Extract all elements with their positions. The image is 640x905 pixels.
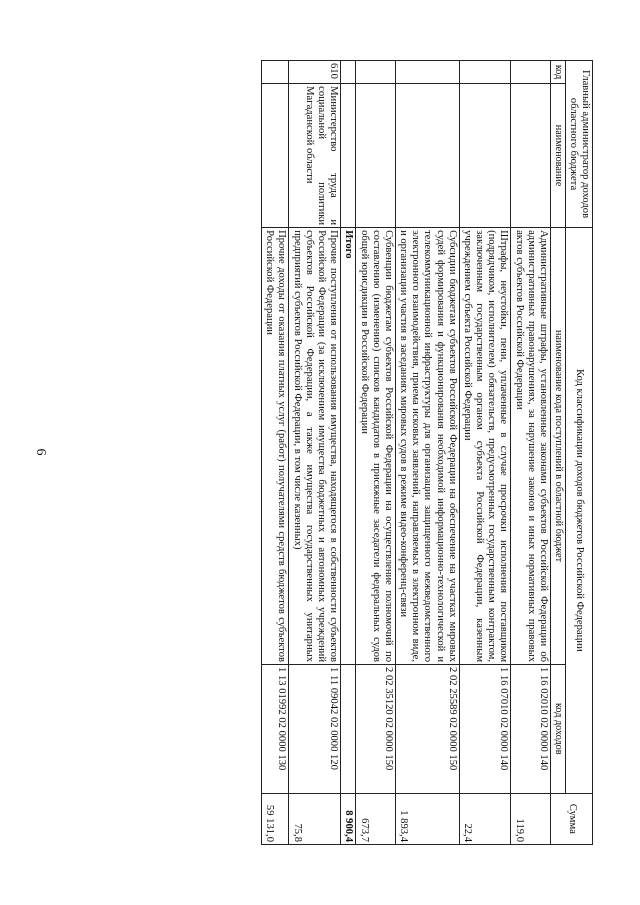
admin-name-cell	[262, 84, 289, 228]
income-name-cell: Административные штрафы, установленные законами субъектов Российской Федерации об административных правонарушениях, за нарушение законов и иных нормативных правовых актов субъектов Российской Федерации	[511, 228, 551, 665]
admin-name-cell	[395, 84, 459, 228]
table-row	[395, 61, 459, 845]
income-code-cell: 2 02 25589 02 0000 150	[395, 665, 459, 794]
admin-name-cell: Министерство труда и социальной политики Магаданской области	[289, 84, 341, 228]
sum-cell: 59 131,0	[262, 793, 289, 844]
table-row	[289, 61, 341, 845]
admin-name-cell	[356, 84, 396, 228]
sum-cell: 22,4	[459, 793, 511, 844]
page-number: 6	[33, 448, 48, 456]
admin-code-cell	[356, 61, 396, 84]
admin-code-cell	[262, 61, 289, 84]
table-row	[262, 61, 289, 845]
sum-cell: 119,0	[511, 793, 551, 844]
header-admin-group: Главный администратор доходов областного бюджета	[565, 61, 592, 228]
sum-cell: 75,8	[289, 793, 341, 844]
income-code-cell	[341, 665, 356, 794]
table-row	[356, 61, 396, 845]
total-label: Итого	[341, 228, 356, 665]
income-code-cell: 2 02 35120 02 0000 150	[356, 665, 396, 794]
header-row-1	[565, 61, 592, 845]
table-frame	[88, 60, 593, 845]
sum-cell: 1 893,4	[395, 793, 459, 844]
header-income-name: наименование кода поступлений в областной бюджет	[550, 228, 565, 665]
total-row	[341, 61, 356, 845]
header-row-2	[550, 61, 565, 845]
header-sum: Сумма	[550, 793, 592, 844]
income-name-cell: Прочие поступления от использования имущества, находящегося в собственности субъектов Российской Федерации (за исключением имущества бюджетных и автономных учреждений субъектов Российской Федерации, а также имущества государственных унитарных предприятий субъектов Российской Федерации, в том числе казенных)	[289, 228, 341, 665]
income-name-cell: Субсидии бюджетам субъектов Российской Федерации на обеспечение на участках мировых судей формирования и функционирования необходимой информационно-технологической и телекоммуникационной инфраструктуры для организации защищенного межведомственного электронного взаимодействия, приема исковых заявлений, направляемых в электронном виде, и организации участия в заседаниях мировых судов в режиме видео-конференц-связи	[395, 228, 459, 665]
admin-name-cell	[511, 84, 551, 228]
admin-code-cell	[395, 61, 459, 84]
admin-code-cell	[511, 61, 551, 84]
income-name-cell: Субвенции бюджетам субъектов Российской Федерации на осуществление полномочий по составлению (изменению) списков кандидатов в присяжные заседатели федеральных судов общей юрисдикции в Российской Федерации	[356, 228, 396, 665]
income-code-cell: 1 16 02010 02 0000 140	[511, 665, 551, 794]
income-code-cell: 1 13 01992 02 0000 130	[262, 665, 289, 794]
admin-code-cell	[459, 61, 511, 84]
admin-code-cell	[341, 61, 356, 84]
income-code-cell: 1 16 07010 02 0000 140	[459, 665, 511, 794]
header-admin-code: код	[550, 61, 565, 84]
income-name-cell: Прочие доходы от оказания платных услуг (работ) получателями средств бюджетов субъектов Российской Федерации	[262, 228, 289, 665]
table-row	[459, 61, 511, 845]
sum-cell: 673,7	[356, 793, 396, 844]
header-kbk-group: Код классификации доходов бюджетов Российской Федерации	[565, 228, 592, 794]
header-income-code: код доходов	[550, 665, 565, 794]
admin-name-cell	[341, 84, 356, 228]
admin-name-cell	[459, 84, 511, 228]
income-name-cell: Штрафы, неустойки, пени, уплаченные в случае просрочки исполнения поставщиком (подрядчиком, исполнителем) обязательств, предусмотренных государственным контрактом, заключенным государственным органом субъекта Российской Федерации, казенным учреждением субъекта Российской Федерации	[459, 228, 511, 665]
table-row	[511, 61, 551, 845]
header-admin-name: наименование	[550, 84, 565, 228]
rotated-table-container	[88, 60, 593, 845]
admin-code-cell: 610	[289, 61, 341, 84]
income-code-cell: 1 11 09042 02 0000 120	[289, 665, 341, 794]
total-sum: 8 900,4	[341, 793, 356, 844]
income-table	[261, 60, 593, 845]
